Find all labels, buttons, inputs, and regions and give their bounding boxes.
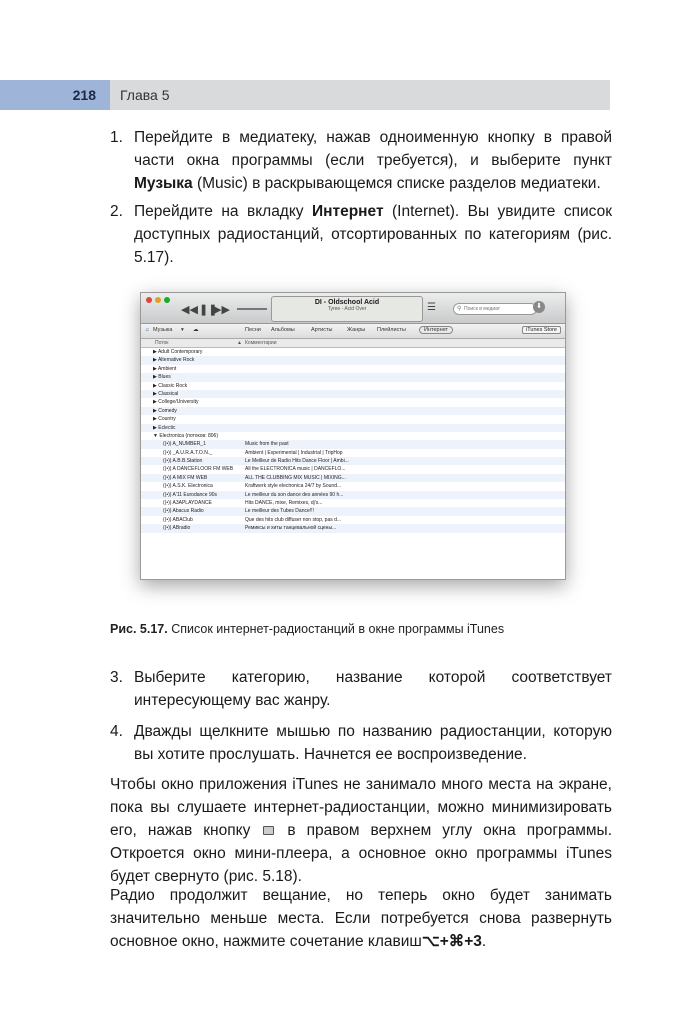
list-icon[interactable]: ☰	[427, 302, 436, 313]
figure-label: Рис. 5.17.	[110, 622, 168, 636]
table-row[interactable]	[141, 348, 565, 356]
column-comments[interactable]: Комментарии	[245, 340, 277, 346]
station-name: ▶ Country	[153, 416, 176, 423]
search-input[interactable]: ⚲ Поиск в медиат	[453, 303, 537, 315]
table-row[interactable]	[141, 356, 565, 364]
station-comment: Le meilleur du son dance des années 90 h...	[245, 491, 344, 498]
table-row[interactable]	[141, 373, 565, 381]
chapter-title: Глава 5	[120, 87, 170, 103]
table-row[interactable]	[141, 382, 565, 390]
forward-icon[interactable]: ▶▶	[213, 304, 230, 316]
station-list	[141, 348, 565, 533]
step-text: Выберите категорию, название которой соответствует интересующему вас жанру.	[134, 669, 612, 709]
step-number: 4.	[110, 723, 123, 740]
library-select[interactable]: Музыка	[153, 327, 173, 333]
step-number: 2.	[110, 203, 123, 220]
volume-slider[interactable]	[237, 308, 267, 310]
step-4	[110, 720, 612, 766]
download-icon[interactable]: ⬇	[533, 301, 545, 313]
tab-genres[interactable]: Жанры	[347, 327, 366, 333]
station-name: ▶ Eclectic	[153, 424, 176, 431]
close-icon[interactable]	[146, 297, 152, 303]
station-comment: Le meilleur des Tubes Dance!!!	[245, 508, 314, 515]
table-row[interactable]	[141, 499, 565, 507]
itunes-store-button[interactable]: iTunes Store	[522, 326, 561, 334]
library-nav	[141, 324, 565, 339]
tab-albums[interactable]: Альбомы	[271, 327, 295, 333]
step-2	[110, 200, 612, 270]
tab-internet[interactable]: Интернет	[419, 326, 453, 334]
table-row[interactable]	[141, 516, 565, 524]
station-name: ((•)) A.B.B.Station	[163, 458, 203, 465]
station-name: ▶ Blues	[153, 374, 171, 381]
station-name: ((•)) ABAClub	[163, 516, 193, 523]
station-name: ((•)) _A.U.R.A.T.O.N._	[163, 449, 212, 456]
table-row[interactable]	[141, 398, 565, 406]
station-comment: All the ELECTRONICA music | DANCEFLO...	[245, 466, 346, 473]
table-row[interactable]	[141, 424, 565, 432]
tab-playlists[interactable]: Плейлисты	[377, 327, 406, 333]
station-name: ((•)) A3APLAYDANCE	[163, 500, 212, 507]
tab-artists[interactable]: Артисты	[311, 327, 333, 333]
mini-player-icon	[263, 826, 274, 835]
page-header	[0, 80, 610, 110]
itunes-screenshot	[140, 292, 566, 580]
itunes-toolbar	[141, 293, 565, 324]
rewind-icon[interactable]: ◀◀	[181, 304, 198, 316]
zoom-icon[interactable]	[164, 297, 170, 303]
station-name: ((•)) ABradio	[163, 525, 191, 532]
page-number-box	[0, 80, 110, 110]
table-row[interactable]	[141, 415, 565, 423]
station-comment: Ремиксы и хиты танцевальной сцены...	[245, 525, 337, 532]
step-bold: Интернет	[312, 203, 384, 220]
column-stream[interactable]: Поток	[155, 340, 169, 346]
step-number: 1.	[110, 129, 123, 146]
table-row[interactable]	[141, 507, 565, 515]
station-comment: Le Meilleur de Radio Hits Dance Floor | Ambi...	[245, 458, 349, 465]
station-name: ▶ Adult Contemporary	[153, 349, 203, 355]
station-name: ((•)) A'11 Eurodance 90s	[163, 491, 218, 498]
now-playing-title: DI - Oldschool Acid	[314, 299, 380, 306]
table-row[interactable]	[141, 365, 565, 373]
station-name: ▼ Electronica (потоков: 806)	[153, 432, 218, 439]
step-text: Перейдите на вкладку Интернет (Internet). Вы увидите список доступных радиостанций, отсортированных по категориям (рис. 5.17).	[134, 203, 612, 266]
table-row[interactable]	[141, 524, 565, 532]
step-text: Перейдите в медиатеку, нажав одноименную кнопку в правой части окна программы (если требуется), и выберите пункт Музыка (Music) в раскрывающемся списке разделов медиатеки.	[134, 129, 612, 192]
station-name: ▶ College/University	[153, 399, 199, 406]
table-row[interactable]	[141, 457, 565, 465]
sort-icon: ▲	[237, 340, 242, 346]
station-name: ▶ Alternative Rock	[153, 357, 195, 364]
paragraph-minimize: Чтобы окно приложения iTunes не занимало много места на экране, пока вы слушаете интернет-радиостанции, можно минимизировать его, нажав кнопку в правом верхнем углу окна программы. Откроется окно мини-плеера, а основное окно программы iTunes будет свернуто (рис. 5.18).	[110, 776, 613, 885]
cloud-icon: ☁	[193, 327, 199, 333]
station-name: ▶ Ambient	[153, 365, 177, 372]
table-row[interactable]	[141, 465, 565, 473]
shortcut-keys: ⌥+⌘+3	[421, 933, 482, 950]
tab-songs[interactable]: Песни	[245, 327, 261, 333]
station-comment: Kraftwerk style electronica 24/7 by Sound...	[245, 483, 342, 490]
station-name: ▶ Classic Rock	[153, 382, 188, 389]
station-name: ((•)) A MIX FM WEB	[163, 474, 208, 481]
table-row[interactable]	[141, 390, 565, 398]
search-icon: ⚲	[457, 306, 462, 312]
chevron-down-icon[interactable]: ▾	[181, 327, 184, 333]
step-bold: Музыка	[134, 175, 193, 192]
table-row[interactable]	[141, 474, 565, 482]
table-row[interactable]	[141, 432, 565, 440]
column-header	[141, 339, 565, 348]
music-note-icon: ♫	[145, 327, 150, 333]
now-playing-subtitle: Tyree - Acid Over	[327, 306, 367, 312]
pause-icon[interactable]: ❚❚	[199, 304, 218, 316]
figure-caption: Рис. 5.17. Список интернет-радиостанций в окне программы iTunes	[110, 622, 505, 636]
station-comment: Ambient | Experimental | Industrial | TripHop	[245, 449, 343, 456]
station-comment: Que des hits club diffuser non stop, pas d...	[245, 516, 342, 523]
table-row[interactable]	[141, 440, 565, 448]
station-name: ((•)) A DANCEFLOOR FM WEB	[163, 466, 234, 473]
station-comment: Hits DANCE, mixe, Remixes, dj's...	[245, 500, 323, 507]
table-row[interactable]	[141, 449, 565, 457]
station-name: ▶ Comedy	[153, 407, 177, 414]
paragraph-radio: Радио продолжит вещание, но теперь окно будет занимать значительно меньше места. Если потребуется снова развернуть основное окно, нажмите сочетание клавиш⌥+⌘+3.	[110, 887, 612, 950]
station-name: ▶ Classical	[153, 390, 179, 397]
step-text: Дважды щелкните мышью по названию радиостанции, которую вы хотите прослушать. Начнется ее воспроизведение.	[134, 723, 612, 763]
station-name: ((•)) A.S.K. Electronica	[163, 483, 213, 490]
step-number: 3.	[110, 669, 123, 686]
table-row[interactable]	[141, 491, 565, 499]
step-1	[110, 126, 612, 196]
step-3	[110, 666, 612, 712]
minimize-icon[interactable]	[155, 297, 161, 303]
now-playing-display	[271, 296, 423, 322]
station-comment: Music from the past	[245, 441, 289, 448]
page-number: 218	[72, 87, 96, 103]
table-row[interactable]	[141, 482, 565, 490]
station-comment: ALL THE CLUBBING MIX MUSIC | MIXING...	[245, 474, 346, 481]
station-name: ((•)) Abacus Radio	[163, 508, 204, 515]
station-name: ((•)) A_NUMBER_1	[163, 441, 206, 448]
table-row[interactable]	[141, 407, 565, 415]
